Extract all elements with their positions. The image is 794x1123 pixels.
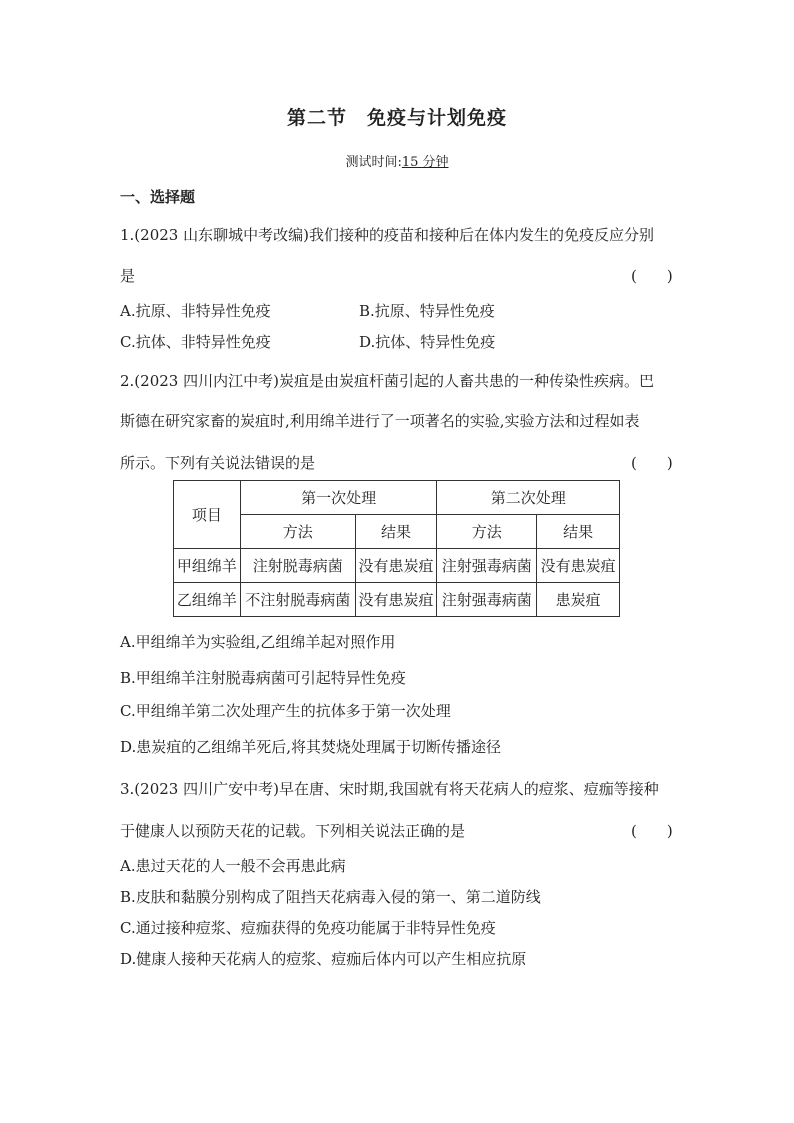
test-time-value: 15 分钟 <box>401 155 449 170</box>
table-cell: 注射强毒病菌 <box>437 583 537 617</box>
table-subheader-result: 结果 <box>537 515 620 549</box>
table-subheader-row <box>174 515 620 549</box>
table-cell: 患炭疽 <box>537 583 620 617</box>
q2-option-d: D.患炭疽的乙组绵羊死后,将其焚烧处理属于切断传播途径 <box>120 738 502 756</box>
table-corner-cell: 项目 <box>174 481 241 549</box>
q2-option-b: B.甲组绵羊注射脱毒病菌可引起特异性免疫 <box>120 669 406 687</box>
q1-option-d: D.抗体、特异性免疫 <box>359 333 496 351</box>
q2-option-c: C.甲组绵羊第二次处理产生的抗体多于第一次处理 <box>120 702 451 720</box>
q2-answer-paren: ( ) <box>631 454 673 472</box>
q3-line2: 于健康人以预防天花的记载。下列相关说法正确的是 <box>120 822 466 840</box>
table-row <box>174 583 620 617</box>
table-subheader-result: 结果 <box>355 515 437 549</box>
page-title: 第二节 免疫与计划免疫 <box>286 107 507 129</box>
q1-line1: 1.(2023 山东聊城中考改编)我们接种的疫苗和接种后在体内发生的免疫反应分别 <box>120 226 654 244</box>
table-cell: 注射脱毒病菌 <box>240 549 355 583</box>
experiment-table <box>173 480 620 617</box>
q3-option-c: C.通过接种痘浆、痘痂获得的免疫功能属于非特异性免疫 <box>120 919 496 937</box>
q3-answer-paren: ( ) <box>631 822 673 840</box>
q1-option-c: C.抗体、非特异性免疫 <box>120 333 271 351</box>
table-cell: 没有患炭疽 <box>537 549 620 583</box>
table-header-first: 第一次处理 <box>240 481 437 515</box>
table-header-row <box>174 481 620 515</box>
q3-line1: 3.(2023 四川广安中考)早在唐、宋时期,我国就有将天花病人的痘浆、痘痂等接种 <box>120 780 659 798</box>
q1-option-b: B.抗原、特异性免疫 <box>359 302 495 320</box>
table-cell: 不注射脱毒病菌 <box>240 583 355 617</box>
table-row <box>174 549 620 583</box>
table-cell: 注射强毒病菌 <box>437 549 537 583</box>
table-subheader-method: 方法 <box>240 515 355 549</box>
q1-option-a: A.抗原、非特异性免疫 <box>120 302 271 320</box>
table-header-second: 第二次处理 <box>437 481 620 515</box>
q3-option-b: B.皮肤和黏膜分别构成了阻挡天花病毒入侵的第一、第二道防线 <box>120 888 541 906</box>
table-subheader-method: 方法 <box>437 515 537 549</box>
q2-line1: 2.(2023 四川内江中考)炭疽是由炭疽杆菌引起的人畜共患的一种传染性疾病。巴 <box>120 372 654 390</box>
test-time-label: 测试时间: <box>345 155 402 170</box>
q2-option-a: A.甲组绵羊为实验组,乙组绵羊起对照作用 <box>120 633 396 651</box>
q2-line2: 斯德在研究家畜的炭疽时,利用绵羊进行了一项著名的实验,实验方法和过程如表 <box>120 412 640 430</box>
q1-answer-paren: ( ) <box>631 267 673 285</box>
table-cell: 甲组绵羊 <box>174 549 241 583</box>
q1-line2: 是 <box>120 267 136 285</box>
table-cell: 没有患炭疽 <box>355 549 437 583</box>
test-time <box>0 151 794 170</box>
table-cell: 没有患炭疽 <box>355 583 437 617</box>
table-cell: 乙组绵羊 <box>174 583 241 617</box>
section-heading: 一、选择题 <box>120 188 196 206</box>
q3-option-d: D.健康人接种天花病人的痘浆、痘痂后体内可以产生相应抗原 <box>120 950 527 968</box>
q3-option-a: A.患过天花的人一般不会再患此病 <box>120 857 346 875</box>
q2-line3: 所示。下列有关说法错误的是 <box>120 454 316 472</box>
